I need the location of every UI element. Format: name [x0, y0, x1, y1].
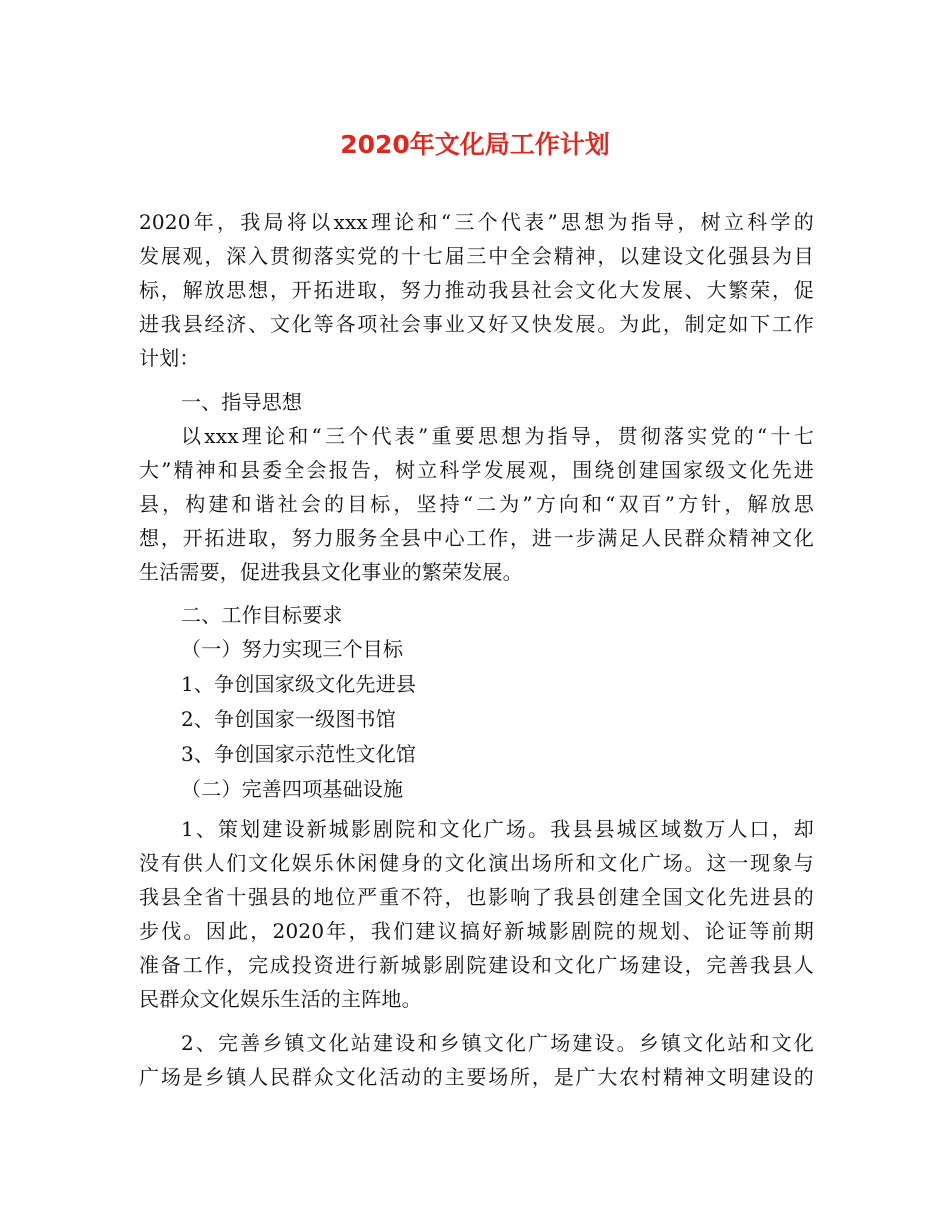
body-line: 发展观，深入贯彻落实党的十七届三中全会精神，以建设文化强县为目	[139, 244, 814, 268]
body-line: 以xxx理论和“三个代表”重要思想为指导，贯彻落实党的“十七	[181, 424, 814, 448]
body-line: 广场是乡镇人民群众文化活动的主要场所，是广大农村精神文明建设的	[139, 1065, 814, 1089]
body-line: 想，开拓进取，努力服务全县中心工作，进一步满足人民群众精神文化	[139, 526, 814, 550]
body-line: 没有供人们文化娱乐休闲健身的文化演出场所和文化广场。这一现象与	[139, 851, 814, 875]
body-line: 大”精神和县委全会报告，树立科学发展观，围绕创建国家级文化先进	[139, 458, 814, 482]
subsection-heading: （一）努力实现三个目标	[181, 637, 404, 661]
section-heading: 二、工作目标要求	[181, 603, 343, 627]
subsection-heading: （二）完善四项基础设施	[181, 777, 404, 801]
list-item: 3、争创国家示范性文化馆	[181, 742, 417, 766]
body-line: 计划：	[139, 346, 200, 370]
body-line: 民群众文化娱乐生活的主阵地。	[139, 987, 422, 1011]
body-line: 进我县经济、文化等各项社会事业又好又快发展。为此，制定如下工作	[139, 312, 814, 336]
list-item: 2、争创国家一级图书馆	[181, 707, 396, 731]
body-line: 我县全省十强县的地位严重不符，也影响了我县创建全国文化先进县的	[139, 885, 814, 909]
body-line: 标，解放思想，开拓进取，努力推动我县社会文化大发展、大繁荣，促	[139, 278, 814, 302]
body-line: 2020年，我局将以xxx理论和“三个代表”思想为指导，树立科学的	[139, 210, 814, 234]
body-line: 1、策划建设新城影剧院和文化广场。我县县城区域数万人口，却	[181, 817, 814, 841]
body-line: 2、完善乡镇文化站建设和乡镇文化广场建设。乡镇文化站和文化	[181, 1031, 814, 1055]
section-heading: 一、指导思想	[181, 390, 303, 414]
body-line: 准备工作，完成投资进行新城影剧院建设和文化广场建设，完善我县人	[139, 953, 814, 977]
document-title: 2020年文化局工作计划	[340, 130, 610, 159]
body-line: 生活需要，促进我县文化事业的繁荣发展。	[139, 560, 523, 584]
body-line: 县，构建和谐社会的目标，坚持“二为”方向和“双百”方针，解放思	[139, 492, 814, 516]
list-item: 1、争创国家级文化先进县	[181, 672, 417, 696]
body-line: 步伐。因此，2020年，我们建议搞好新城影剧院的规划、论证等前期	[139, 919, 814, 943]
